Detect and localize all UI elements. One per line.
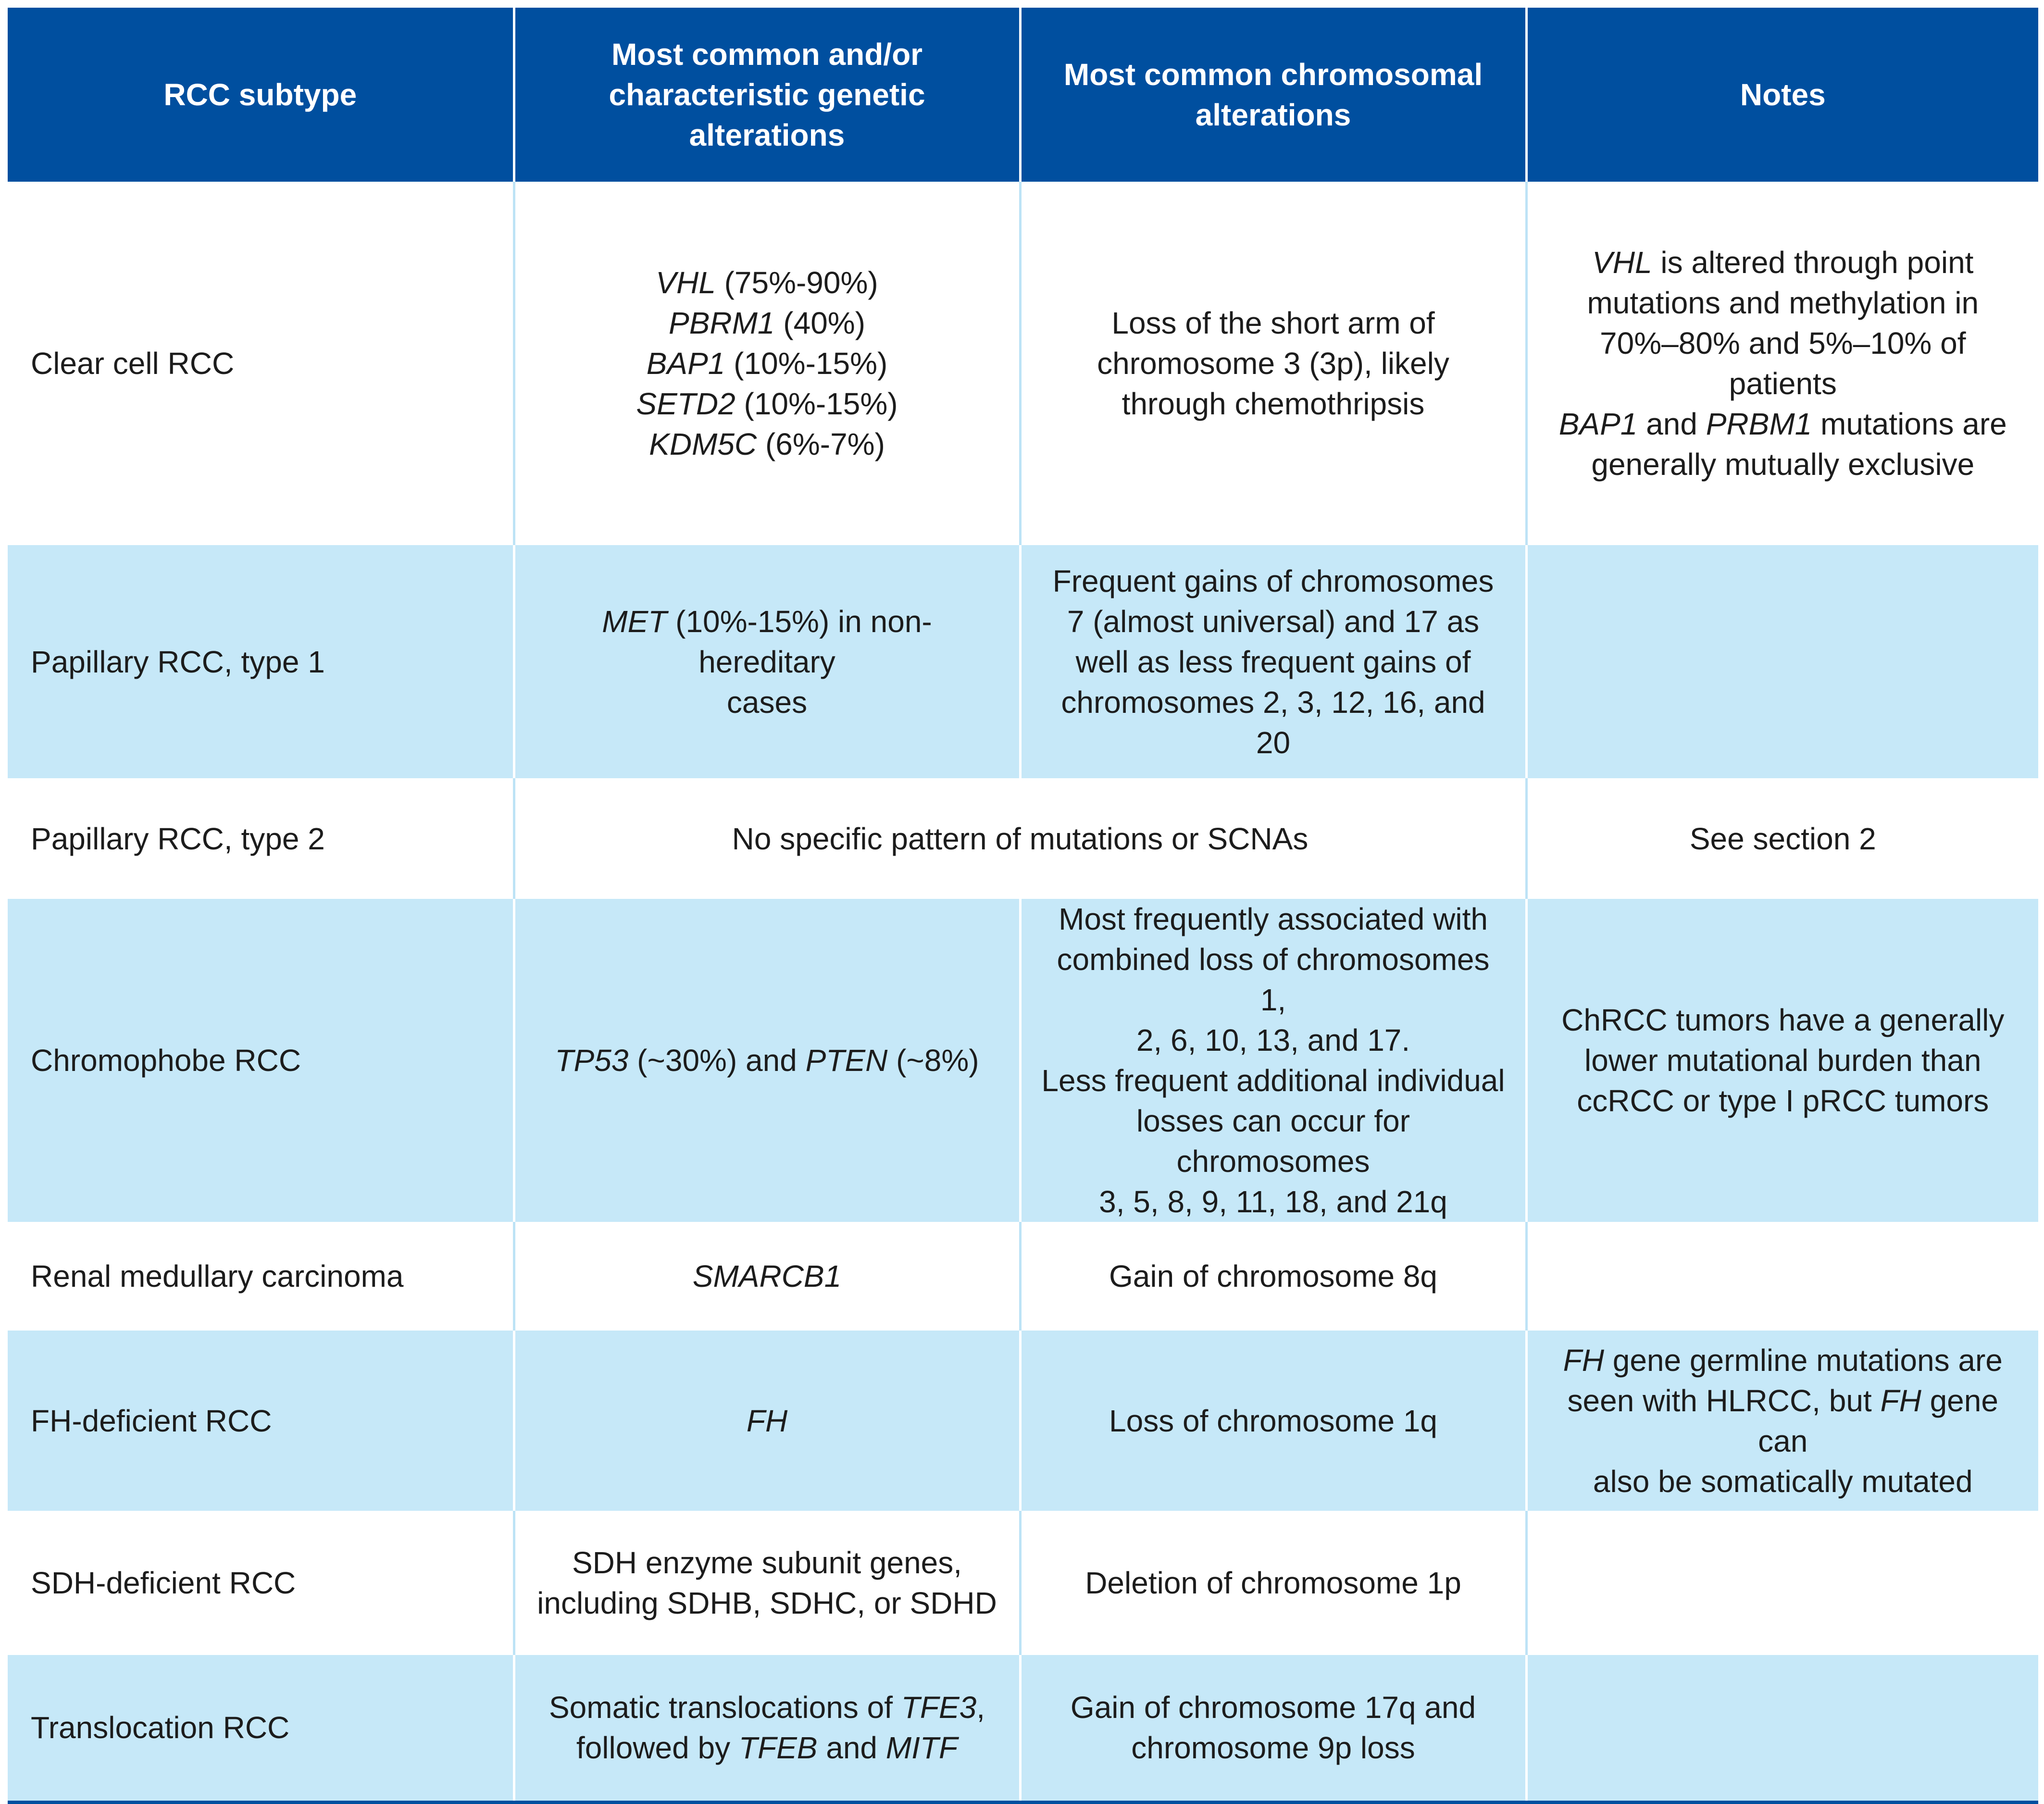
header-rcc-subtype: RCC subtype: [8, 8, 514, 182]
subtype-cell: Translocation RCC: [8, 1655, 514, 1802]
chromosomal-cell: Deletion of chromosome 1p: [1020, 1511, 1526, 1655]
rcc-alterations-table: [8, 8, 2038, 1804]
table-row: [8, 778, 2038, 899]
rcc-table-container: [8, 8, 2038, 1804]
subtype-cell: Clear cell RCC: [8, 182, 514, 545]
subtype-cell: Papillary RCC, type 1: [8, 545, 514, 778]
table-row: [8, 182, 2038, 545]
genetic-cell: SDH enzyme subunit genes, including SDHB, SDHC, or SDHD: [514, 1511, 1020, 1655]
genetic-cell: Somatic translocations of TFE3, followed by TFEB and MITF: [514, 1655, 1020, 1802]
table-row: [8, 1655, 2038, 1802]
table-row: [8, 1511, 2038, 1655]
genetic-cell: SMARCB1: [514, 1222, 1020, 1331]
subtype-cell: Papillary RCC, type 2: [8, 778, 514, 899]
subtype-cell: SDH-deficient RCC: [8, 1511, 514, 1655]
chromosomal-cell: Frequent gains of chromosomes 7 (almost universal) and 17 as well as less frequent gains of chromosomes 2, 3, 12, 16, and 20: [1020, 545, 1526, 778]
subtype-cell: FH-deficient RCC: [8, 1331, 514, 1511]
notes-cell: [1526, 1222, 2038, 1331]
notes-cell: FH gene germline mutations are seen with HLRCC, but FH gene can also be somatically mutated: [1526, 1331, 2038, 1511]
subtype-cell: Chromophobe RCC: [8, 899, 514, 1222]
header-row: [8, 8, 2038, 182]
genetic-cell: TP53 (~30%) and PTEN (~8%): [514, 899, 1020, 1222]
table-row: [8, 1331, 2038, 1511]
table-row: [8, 899, 2038, 1222]
table-row: [8, 545, 2038, 778]
table-row: [8, 1222, 2038, 1331]
notes-cell: ChRCC tumors have a generally lower mutational burden than ccRCC or type I pRCC tumors: [1526, 899, 2038, 1222]
genetic-cell: FH: [514, 1331, 1020, 1511]
notes-cell: VHL is altered through point mutations and methylation in 70%–80% and 5%–10% of patients BAP1 and PRBM1 mutations are generally mutually exclusive: [1526, 182, 2038, 545]
genetic-cell: MET (10%-15%) in non-hereditary cases: [514, 545, 1020, 778]
header-chromosomal-alterations: Most common chromosomal alterations: [1020, 8, 1526, 182]
genetic-cell: VHL (75%-90%) PBRM1 (40%) BAP1 (10%-15%) SETD2 (10%-15%) KDM5C (6%-7%): [514, 182, 1020, 545]
chromosomal-cell: Gain of chromosome 8q: [1020, 1222, 1526, 1331]
chromosomal-cell: Gain of chromosome 17q and chromosome 9p loss: [1020, 1655, 1526, 1802]
chromosomal-cell: Loss of chromosome 1q: [1020, 1331, 1526, 1511]
notes-cell: [1526, 1511, 2038, 1655]
header-notes: Notes: [1526, 8, 2038, 182]
notes-cell: See section 2: [1526, 778, 2038, 899]
chromosomal-cell: Loss of the short arm of chromosome 3 (3p), likely through chemothripsis: [1020, 182, 1526, 545]
subtype-cell: Renal medullary carcinoma: [8, 1222, 514, 1331]
merged-alterations-cell: No specific pattern of mutations or SCNAs: [514, 778, 1526, 899]
notes-cell: [1526, 1655, 2038, 1802]
header-genetic-alterations: Most common and/or characteristic genetic alterations: [514, 8, 1020, 182]
notes-cell: [1526, 545, 2038, 778]
chromosomal-cell: Most frequently associated with combined loss of chromosomes 1, 2, 6, 10, 13, and 17. Less frequent additional individual losses can occur for chromosomes 3, 5, 8, 9, 11, 18, and 21q: [1020, 899, 1526, 1222]
